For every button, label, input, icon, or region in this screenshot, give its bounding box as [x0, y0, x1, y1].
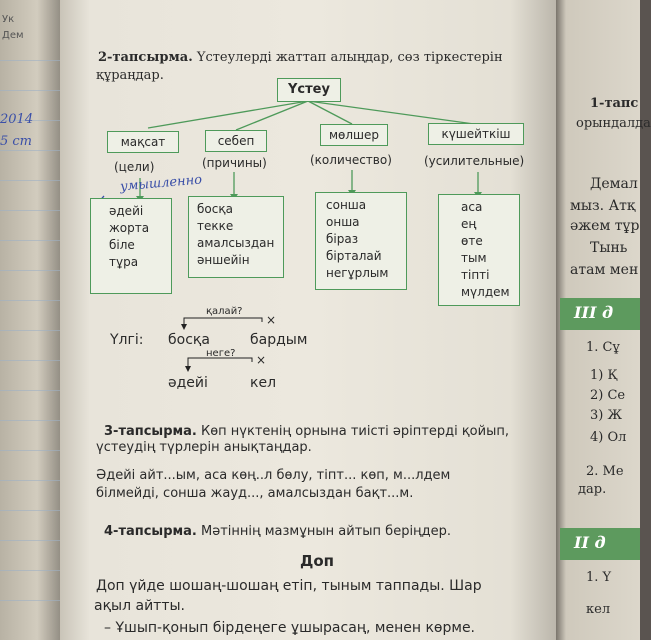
strip-handwriting-1: 2014 [0, 112, 34, 127]
category-ru-3: (количество) [310, 153, 392, 167]
word-1-3: біле [109, 238, 135, 252]
word-4-2: ең [461, 217, 477, 231]
category-label-1: мақсат [107, 131, 179, 153]
rp-line-9: 1) Қ [590, 368, 618, 383]
rp-line-15: 1. Ү [586, 570, 612, 585]
example-word-2: бардым [250, 332, 308, 348]
rp-line-8: 1. Сұ [586, 340, 620, 355]
rp-line-11: 3) Ж [590, 408, 623, 423]
rp-line-16: кел [586, 602, 611, 617]
rp-line-6: Тынь [590, 240, 628, 256]
task3-line1 [104, 424, 509, 439]
task3-exercise-1: Әдейі айт...ым, аса көң..л бөлу, тіпт... көп, м...лдем [96, 468, 451, 483]
story-line-3: – Ұшып-қонып бірдеңеге ұшырасаң, менен көрме. [104, 620, 476, 636]
word-3-5: негұрлым [326, 266, 389, 280]
word-4-6: мүлдем [461, 285, 510, 299]
word-2-2: текке [197, 219, 234, 233]
example-question-1: қалай? [206, 306, 243, 317]
section-bar-2-label: II д [574, 533, 606, 552]
word-4-4: тым [461, 251, 487, 265]
word-1-1: әдейі [109, 204, 144, 218]
category-ru-4: (усилительные) [424, 154, 525, 168]
task3-text-1: Көп нүктенің орнына тиісті әріптерді қойып, [200, 424, 509, 439]
right-page [556, 0, 651, 640]
example-word-3: әдейі [168, 375, 208, 391]
example-question-2: неге? [206, 348, 236, 359]
word-1-4: тұра [109, 255, 139, 269]
strip-text-1: Ук [2, 14, 15, 25]
word-box-3 [315, 192, 407, 290]
task4-number: 4-тапсырма. [104, 524, 197, 539]
word-3-3: біраз [326, 232, 359, 246]
word-box-2 [188, 196, 284, 278]
word-3-4: бірталай [326, 249, 382, 263]
section-bar-1 [560, 298, 640, 330]
category-ru-2: (причины) [202, 156, 267, 170]
task3-text-2: үстеудің түрлерін анықтаңдар. [96, 440, 312, 455]
story-title: Доп [300, 552, 335, 570]
rp-line-7: атам мен [570, 262, 639, 278]
task3-number: 3-тапсырма. [104, 424, 197, 439]
task2-text-1: Үстеулерді жаттап алыңдар, сөз тіркестерін [196, 50, 503, 65]
story-line-1: Доп үйде шошаң-шошаң етіп, тыным таппады. Шар [96, 578, 482, 594]
word-3-1: сонша [326, 198, 367, 212]
example-word-4: кел [250, 375, 277, 391]
category-label-4: күшейткіш [428, 123, 524, 145]
rp-line-5: әжем тұр [570, 218, 640, 234]
rp-line-1: 1-тапс [590, 96, 639, 111]
word-4-5: тіпті [461, 268, 490, 282]
task2-text-2: құраңдар. [96, 68, 164, 83]
example-label: Үлгі: [110, 332, 144, 348]
rp-line-10: 2) Се [590, 388, 626, 403]
category-label-3: мөлшер [320, 124, 388, 146]
word-2-3: амалсыздан [197, 236, 275, 250]
example-cross-2: × [256, 353, 267, 367]
example-word-1: босқа [168, 332, 210, 348]
word-4-3: өте [461, 234, 483, 248]
task4-line [104, 524, 451, 539]
category-ru-1: (цели) [114, 160, 155, 174]
section-bar-1-label: III д [574, 303, 614, 322]
example-cross-1: × [266, 313, 277, 327]
rp-line-14: дар. [578, 482, 607, 497]
word-box-4 [438, 194, 520, 306]
word-4-1: аса [461, 200, 483, 214]
rp-line-12: 4) Ол [590, 430, 627, 445]
handwritten-note: умышленно [119, 172, 203, 195]
task4-text: Мәтіннің мазмұнын айтып беріңдер. [200, 524, 452, 539]
word-3-2: онша [326, 215, 360, 229]
strip-handwriting-2: 5 cm [0, 134, 33, 149]
task3-exercise-2: білмейді, сонша жауд..., амалсыздан бақт...м. [96, 486, 414, 501]
rp-line-4: мыз. Атқ [570, 198, 636, 214]
category-label-2: себеп [205, 130, 267, 152]
rp-line-3: Демал [590, 176, 638, 192]
rp-line-2: орындалда [576, 116, 651, 131]
task2-number: 2-тапсырма. [98, 50, 193, 65]
word-2-4: әншейін [197, 253, 250, 267]
word-2-1: босқа [197, 202, 233, 216]
story-line-2: ақыл айтты. [94, 598, 185, 614]
word-box-1 [90, 198, 172, 294]
word-1-2: жорта [109, 221, 150, 235]
rp-line-13: 2. Ме [586, 464, 624, 479]
section-bar-2 [560, 528, 640, 560]
diagram-root: Үстеу [277, 78, 341, 102]
strip-text-2: Дем [2, 30, 24, 41]
